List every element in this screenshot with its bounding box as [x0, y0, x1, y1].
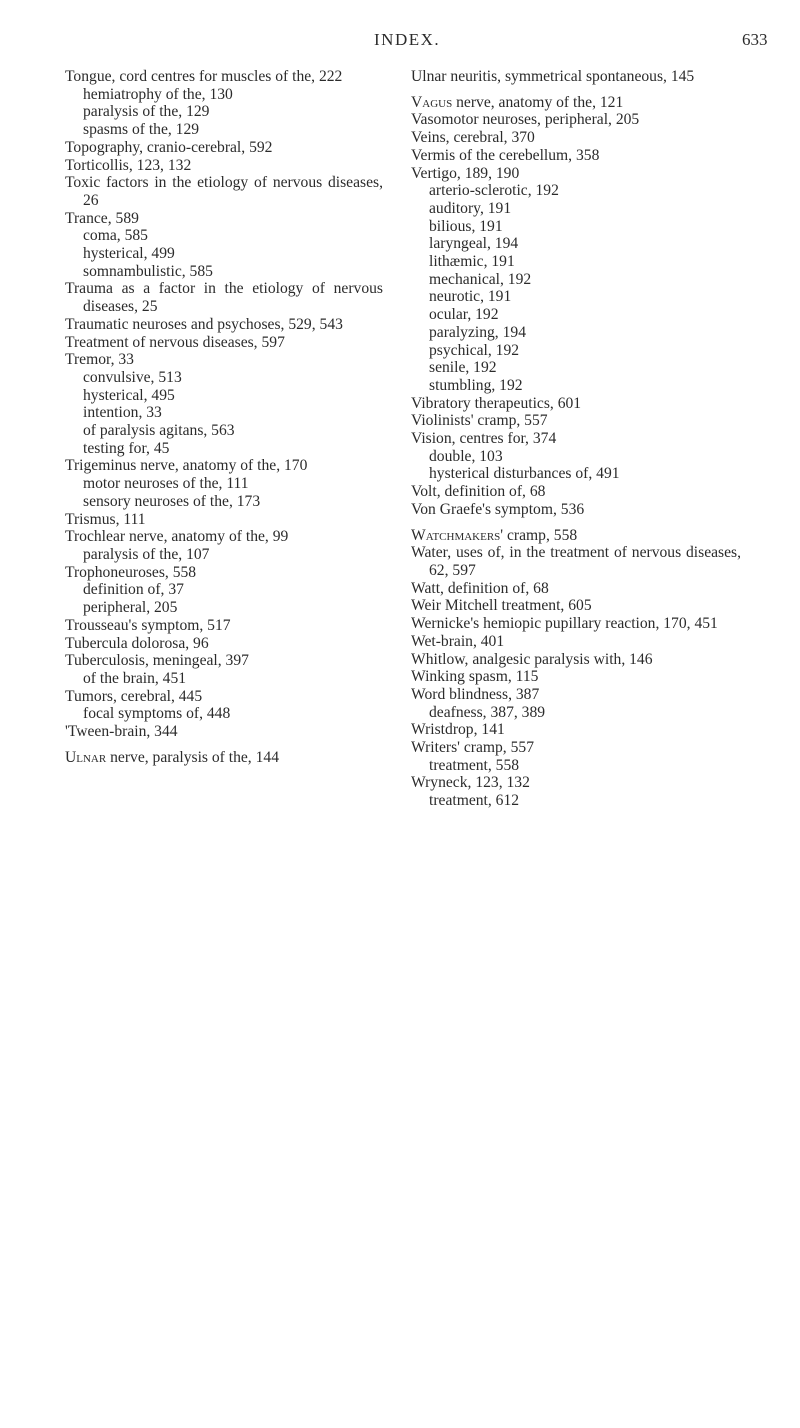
- index-entry-text: Winking spasm, 115: [411, 668, 539, 686]
- index-entry: [411, 68, 741, 86]
- index-entry-text: Traumatic neuroses and psychoses, 529, 543: [65, 315, 343, 333]
- index-subentry: [411, 288, 741, 306]
- index-subentry: [411, 757, 741, 775]
- index-subentry: [411, 218, 741, 236]
- index-subentry: [65, 387, 383, 405]
- index-entry: [65, 564, 383, 582]
- index-entry: [411, 651, 741, 669]
- index-entry-text: Tumors, cerebral, 445: [65, 687, 203, 705]
- index-entry-text: neurotic, 191: [429, 288, 512, 306]
- index-entry-text: deafness, 387, 389: [429, 703, 546, 721]
- index-entry: [65, 652, 383, 670]
- index-subentry: [65, 705, 383, 723]
- index-entry-text: hemiatrophy of the, 130: [83, 85, 233, 103]
- index-entry-text: Treatment of nervous diseases, 597: [65, 333, 285, 351]
- index-entry: [411, 430, 741, 448]
- index-entry-text: Word blindness, 387: [411, 685, 540, 703]
- index-entry-text: convulsive, 513: [83, 368, 182, 386]
- index-entry-text: Toxic factors in the etiology of nervous diseases, 26: [65, 174, 383, 209]
- index-entry: [411, 774, 741, 792]
- index-entry-text: hysterical, 499: [83, 245, 175, 263]
- index-entry: [65, 351, 383, 369]
- index-entry-text: definition of, 37: [83, 581, 184, 599]
- index-entry: [411, 668, 741, 686]
- index-subentry: [411, 359, 741, 377]
- index-entry-text: hysterical, 495: [83, 386, 175, 404]
- index-subentry: [65, 103, 383, 121]
- index-entry-text: bilious, 191: [429, 217, 503, 235]
- index-entry-text: mechanical, 192: [429, 270, 532, 288]
- index-entry-text: Wryneck, 123, 132: [411, 774, 530, 792]
- index-entry-text: Veins, cerebral, 370: [411, 129, 535, 147]
- index-entry-text: somnambulistic, 585: [83, 262, 213, 280]
- index-entry-text: hysterical disturbances of, 491: [429, 465, 620, 483]
- index-entry-text: treatment, 612: [429, 792, 520, 810]
- index-subentry: [65, 227, 383, 245]
- index-subentry: [65, 245, 383, 263]
- index-subentry: [65, 546, 383, 564]
- index-entry-text: Trigeminus nerve, anatomy of the, 170: [65, 457, 308, 475]
- index-entry-text: sensory neuroses of the, 173: [83, 492, 261, 510]
- index-subentry: [65, 475, 383, 493]
- index-entry-text: Vision, centres for, 374: [411, 430, 557, 448]
- index-entry-text: Wernicke's hemiopic pupillary reaction, 170, 451: [411, 615, 718, 633]
- index-entry-text: Wristdrop, 141: [411, 721, 505, 739]
- index-subentry: [411, 324, 741, 342]
- index-entry-text: treatment, 558: [429, 756, 520, 774]
- index-entry-text: Trismus, 111: [65, 510, 146, 528]
- index-entry-text: Vermis of the cerebellum, 358: [411, 146, 600, 164]
- index-entry-text: arterio-sclerotic, 192: [429, 182, 559, 200]
- index-entry-text: Writers' cramp, 557: [411, 739, 534, 757]
- index-entry-text: Water, uses of, in the treatment of nervous diseases, 62, 597: [411, 544, 741, 579]
- index-entry: [411, 165, 741, 183]
- index-entry: [65, 334, 383, 352]
- index-entry-text: auditory, 191: [429, 199, 512, 217]
- index-entry-text: Tuberculosis, meningeal, 397: [65, 652, 249, 670]
- index-subentry: [65, 404, 383, 422]
- index-subentry: [65, 440, 383, 458]
- index-entry-text: Ulnar neuritis, symmetrical spontaneous, 145: [411, 68, 695, 85]
- index-entry: [65, 457, 383, 475]
- index-subentry: [411, 271, 741, 289]
- index-entry: [65, 635, 383, 653]
- index-entry-text: intention, 33: [83, 404, 162, 422]
- index-entry-text: lithæmic, 191: [429, 253, 515, 271]
- index-entry-headword: Ulnar: [65, 748, 107, 766]
- index-entry-text: paralysis of the, 129: [83, 103, 210, 121]
- page-header: [0, 30, 800, 54]
- index-entry-text: Trousseau's symptom, 517: [65, 616, 231, 634]
- index-subentry: [65, 422, 383, 440]
- index-entry-text: Watt, definition of, 68: [411, 579, 549, 597]
- index-subentry: [411, 704, 741, 722]
- index-entry: [65, 157, 383, 175]
- index-entry-text: psychical, 192: [429, 341, 520, 359]
- page-number: 633: [742, 30, 768, 49]
- index-entry: [411, 686, 741, 704]
- index-entry: [65, 210, 383, 228]
- index-entry-text: Violinists' cramp, 557: [411, 412, 548, 430]
- index-entry-text: Volt, definition of, 68: [411, 483, 546, 501]
- index-entry-text: Vibratory therapeutics, 601: [411, 394, 582, 412]
- index-subentry: [411, 253, 741, 271]
- index-subentry: [411, 235, 741, 253]
- index-entry: [411, 633, 741, 651]
- index-entry: [411, 129, 741, 147]
- index-entry: [65, 68, 383, 86]
- index-entry-text: Trance, 589: [65, 209, 139, 227]
- index-entry: [411, 615, 741, 633]
- index-entry: [411, 544, 741, 579]
- index-entry-text: focal symptoms of, 448: [83, 705, 231, 723]
- index-entry-text: nerve, paralysis of the, 144: [106, 748, 279, 766]
- index-entry-text: Trochlear nerve, anatomy of the, 99: [65, 528, 289, 546]
- index-subentry: [65, 86, 383, 104]
- index-entry-text: Trophoneuroses, 558: [65, 563, 197, 581]
- index-subentry: [411, 465, 741, 483]
- index-entry-text: nerve, anatomy of the, 121: [452, 93, 624, 111]
- index-column-left: [65, 68, 383, 766]
- index-entry-text: double, 103: [429, 447, 503, 465]
- index-entry-text: Von Graefe's symptom, 536: [411, 500, 585, 518]
- index-subentry: [65, 369, 383, 387]
- index-entry-text: coma, 585: [83, 227, 148, 245]
- index-subentry: [411, 306, 741, 324]
- index-entry: [411, 111, 741, 129]
- index-subentry: [65, 121, 383, 139]
- index-entry: [65, 528, 383, 546]
- index-entry: [65, 280, 383, 315]
- index-entry-text: ocular, 192: [429, 306, 499, 324]
- index-subentry: [65, 670, 383, 688]
- index-entry-text: 'Tween-brain, 344: [65, 723, 178, 741]
- index-subentry: [65, 263, 383, 281]
- index-entry-text: testing for, 45: [83, 439, 170, 457]
- index-entry: [411, 395, 741, 413]
- index-entry-text: senile, 192: [429, 359, 497, 377]
- index-entry: [65, 688, 383, 706]
- index-entry: [411, 739, 741, 757]
- index-entry-text: Trauma as a factor in the etiology of nervous diseases, 25: [65, 280, 383, 316]
- index-entry: [65, 139, 383, 157]
- index-entry: [411, 527, 741, 545]
- index-subentry: [411, 792, 741, 810]
- index-entry: [65, 174, 383, 209]
- index-subentry: [411, 448, 741, 466]
- index-entry-text: motor neuroses of the, 111: [83, 475, 249, 493]
- index-entry-text: peripheral, 205: [83, 599, 178, 617]
- index-entry-text: of paralysis agitans, 563: [83, 422, 235, 440]
- index-subentry: [65, 493, 383, 511]
- index-entry-text: Vertigo, 189, 190: [411, 164, 520, 182]
- index-entry-text: cramp, 558: [503, 526, 578, 544]
- index-entry-headword: Watchmakers': [411, 526, 504, 544]
- index-entry-text: Tubercula dolorosa, 96: [65, 634, 209, 652]
- index-entry: [411, 597, 741, 615]
- index-entry: [411, 721, 741, 739]
- index-entry-text: paralyzing, 194: [429, 323, 526, 341]
- index-entry-text: Whitlow, analgesic paralysis with, 146: [411, 650, 653, 668]
- index-subentry: [411, 377, 741, 395]
- index-column-right: [411, 68, 741, 810]
- index-entry: [411, 147, 741, 165]
- index-entry-text: Tremor, 33: [65, 351, 134, 369]
- index-entry-text: Weir Mitchell treatment, 605: [411, 597, 592, 615]
- index-entry: [411, 483, 741, 501]
- index-subentry: [411, 182, 741, 200]
- index-subentry: [411, 342, 741, 360]
- index-entry-text: laryngeal, 194: [429, 235, 519, 253]
- index-subentry: [65, 581, 383, 599]
- index-entry-text: Torticollis, 123, 132: [65, 156, 192, 174]
- index-entry: [65, 723, 383, 741]
- index-entry-text: paralysis of the, 107: [83, 545, 210, 563]
- index-entry-text: of the brain, 451: [83, 669, 187, 687]
- index-entry-headword: Vagus: [411, 93, 453, 111]
- page-title: INDEX.: [374, 30, 441, 49]
- index-entry: [65, 617, 383, 635]
- index-entry: [65, 316, 383, 334]
- index-entry: [411, 412, 741, 430]
- index-entry: [65, 749, 383, 767]
- index-entry-text: Wet-brain, 401: [411, 632, 505, 650]
- index-entry-text: Vasomotor neuroses, peripheral, 205: [411, 111, 640, 129]
- index-entry: [411, 501, 741, 519]
- index-entry-text: Topography, cranio-cerebral, 592: [65, 138, 273, 156]
- index-entry: [411, 94, 741, 112]
- index-subentry: [411, 200, 741, 218]
- index-entry-text: spasms of the, 129: [83, 121, 200, 139]
- index-subentry: [65, 599, 383, 617]
- index-entry: [65, 511, 383, 529]
- index-entry: [411, 580, 741, 598]
- index-entry-text: Tongue, cord centres for muscles of the, 222: [65, 68, 343, 85]
- index-entry-text: stumbling, 192: [429, 376, 523, 394]
